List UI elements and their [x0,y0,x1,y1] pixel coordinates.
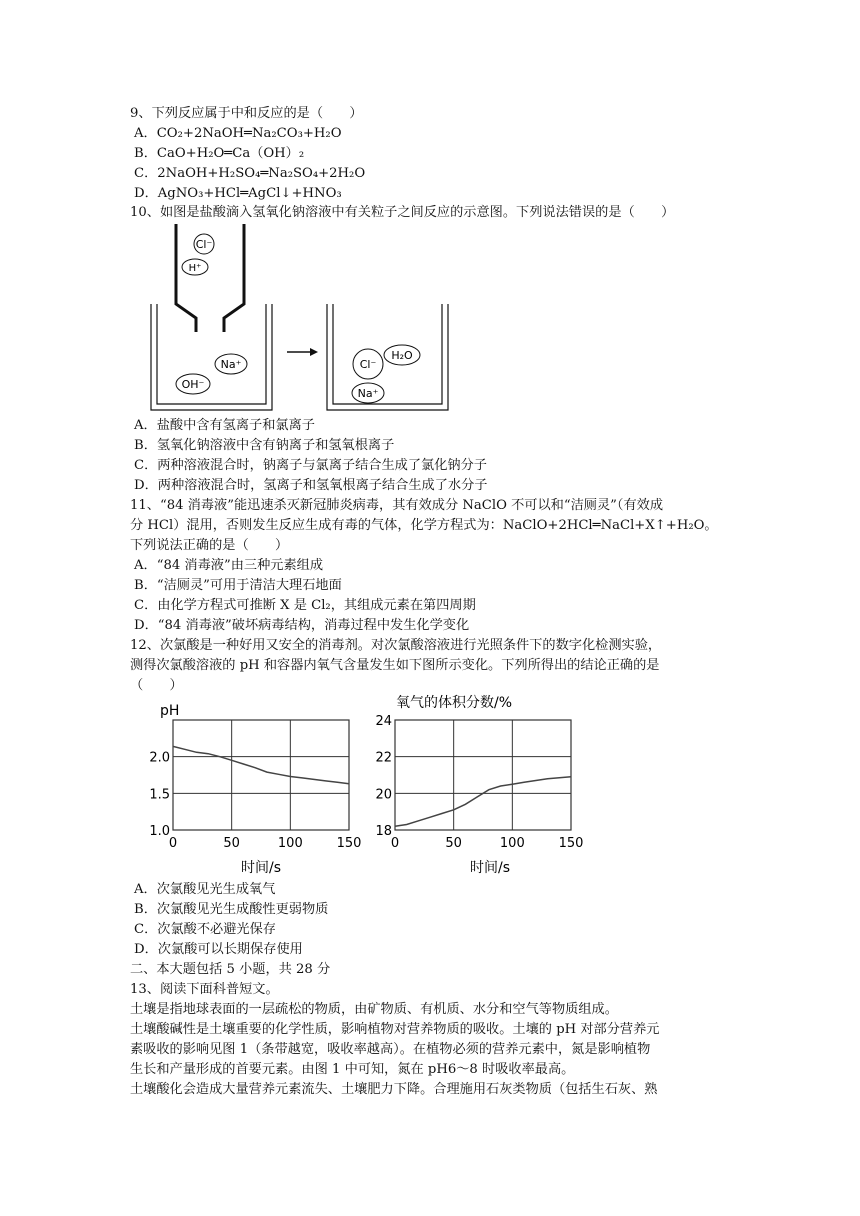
ph-x-tick-label: 100 [277,836,303,851]
q10-diagram [140,222,460,417]
oxygen-plot-frame [395,720,571,830]
q12-option-d: D．次氯酸可以长期保存使用 [134,942,303,957]
q10-option-a: A．盐酸中含有氢离子和氯离子 [134,418,315,433]
oxygen-series-line [395,777,571,827]
right-na-ion [352,383,384,403]
oxygen-x-axis-label: 时间/s [469,860,511,876]
ph-x-tick-label: 50 [223,836,240,851]
q13-paragraph-line-2: 土壤酸碱性是土壤重要的化学性质，影响植物对营养物质的吸收。土壤的 pH 对部分营养元 [130,1022,660,1037]
q13-paragraph-line-5: 土壤酸化会造成大量营养元素流失、土壤肥力下降。合理施用石灰类物质（包括生石灰、熟 [130,1082,658,1097]
q12-stem-line-1: 12、次氯酸是一种好用又安全的消毒剂。对次氯酸溶液进行光照条件下的数字化检测实验， [130,638,662,653]
left-oh-ion [176,374,210,394]
oxygen-y-tick-label: 24 [375,714,392,729]
q10-option-d: D．两种溶液混合时，氢离子和氢氧根离子结合生成了水分子 [134,478,488,493]
q11-option-c: C．由化学方程式可推断 X 是 Cl₂，其组成元素在第四周期 [134,598,476,613]
q11-option-a: A．“84 消毒液”由三种元素组成 [134,558,324,573]
q11-option-b: B．“洁厕灵”可用于清洁大理石地面 [134,578,342,593]
q9-option-d: D．AgNO₃+HCl═AgCl↓+HNO₃ [134,186,342,201]
reaction-arrow [287,348,318,356]
ph-x-ticks [169,836,362,851]
right-cl-label: Cl⁻ [359,358,377,371]
dropper-cl-ion [194,234,214,254]
ph-y-ticks [149,751,170,839]
oxygen-x-tick-label: 150 [558,836,584,851]
dropper-h-label: H⁺ [188,263,202,274]
q10-option-b: B．氢氧化钠溶液中含有钠离子和氢氧根离子 [134,438,395,453]
q12-option-c: C．次氯酸不必避光保存 [134,922,276,937]
q13-paragraph-line-3: 素吸收的影响见图 1（条带越宽，吸收率越高）。在植物必须的营养元素中，氮是影响植物 [130,1042,651,1057]
beaker-left [151,304,272,410]
q12-stem-line-3: （ ） [130,678,183,693]
ph-x-axis-label: 时间/s [240,860,282,876]
q9-stem: 9、下列反应属于中和反应的是（ ） [130,106,363,121]
q12-stem-line-2: 测得次氯酸溶液的 pH 和容器内氧气含量发生如下图所示变化。下列所得出的结论正确的是 [130,658,660,673]
q10-stem: 10、如图是盐酸滴入氢氧化钠溶液中有关粒子之间反应的示意图。下列说法错误的是（ ） [130,205,675,220]
q12-option-a: A．次氯酸见光生成氧气 [134,882,276,897]
oxygen-y-tick-label: 18 [375,824,392,839]
oxygen-x-tick-label: 100 [499,836,525,851]
q9-option-c: C．2NaOH+H₂SO₄═Na₂SO₄+2H₂O [134,166,366,181]
dropper-cl-label: Cl⁻ [195,238,213,251]
ph-x-tick-label: 0 [168,836,178,851]
ph-series-line [173,746,349,783]
oxygen-chart-title: 氧气的体积分数/% [396,695,513,711]
right-h2o-molecule [384,345,420,365]
ph-grid [173,720,349,830]
ph-chart-title: pH [160,703,180,719]
ph-y-tick-label: 2.0 [149,750,170,766]
q11-stem-line-3: 下列说法正确的是（ ） [130,538,289,553]
q11-stem-line-1: 11、“84 消毒液”能迅速杀灭新冠肺炎病毒，其有效成分 NaClO 不可以和“洁厕灵”（有效成 [130,498,664,513]
q12-option-b: B．次氯酸见光生成酸性更弱物质 [134,902,329,917]
left-na-ion [215,354,247,374]
oxygen-chart [362,690,594,885]
ph-y-tick-label: 1.5 [149,787,170,803]
right-h2o-label: H₂O [391,349,413,362]
ph-chart [140,695,372,885]
q13-stem: 13、阅读下面科普短文。 [130,982,279,997]
dropper-h-ion [182,259,208,275]
oxygen-y-ticks [375,714,392,839]
oxygen-y-tick-label: 22 [375,750,392,766]
oxygen-y-tick-label: 20 [375,787,392,803]
left-oh-label: OH⁻ [181,378,205,391]
oxygen-x-ticks [391,836,584,851]
q13-paragraph-line-1: 土壤是指地球表面的一层疏松的物质，由矿物质、有机质、水分和空气等物质组成。 [130,1002,618,1017]
left-na-label: Na⁺ [220,358,242,371]
ph-x-tick-label: 150 [336,836,362,851]
right-cl-ion [353,349,383,379]
oxygen-x-tick-label: 50 [445,836,462,851]
oxygen-x-tick-label: 0 [390,836,400,851]
q9-option-a: A．CO₂+2NaOH═Na₂CO₃+H₂O [134,126,342,141]
q9-option-b: B．CaO+H₂O═Ca（OH）₂ [134,146,305,161]
q11-stem-line-2: 分 HCl）混用，否则发生反应生成有毒的气体，化学方程式为：NaClO+2HCl═NaCl+X↑+H₂O。 [130,518,718,533]
ph-y-tick-label: 1.0 [149,824,170,839]
q13-paragraph-line-4: 生长和产量形成的首要元素。由图 1 中可知，氮在 pH6～8 时吸收率最高。 [130,1062,575,1077]
section-2-heading: 二、本大题包括 5 小题，共 28 分 [130,962,331,977]
q10-option-c: C．两种溶液混合时，钠离子与氯离子结合生成了氯化钠分子 [134,458,487,473]
right-na-label: Na⁺ [357,387,379,400]
ph-plot-frame [173,720,349,830]
q11-option-d: D．“84 消毒液”破坏病毒结构，消毒过程中发生化学变化 [134,618,470,633]
oxygen-grid [395,720,571,830]
